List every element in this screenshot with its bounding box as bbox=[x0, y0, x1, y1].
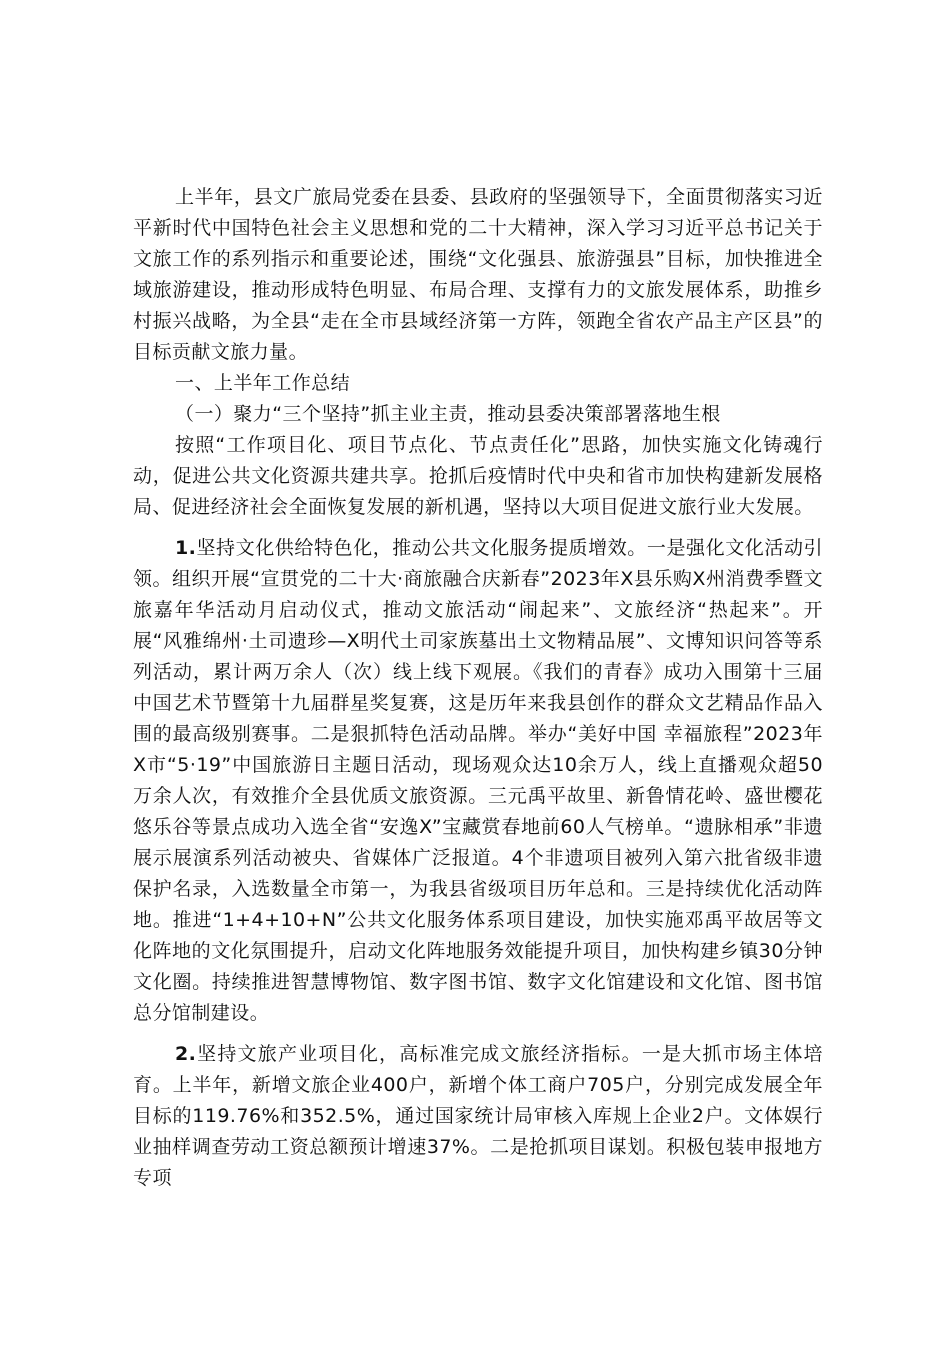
item-2-number: 2. bbox=[175, 1043, 197, 1065]
section-heading: 一、上半年工作总结 bbox=[175, 372, 351, 394]
item-2-text: 坚持文旅产业项目化，高标准完成文旅经济指标。一是大抓市场主体培育。上半年，新增文旅企业400户，新增个体工商户705户，分别完成发展全年目标的119.76%和352.5%，通过国家统计局审核入库规上企业2户。文体娱行业抽样调查劳动工资总额预计增速37%。二是抢抓项目谋划。积极包装申报地方专项 bbox=[133, 1043, 823, 1189]
subsection-heading: （一）聚力“三个坚持”抓主业主责，推动县委决策部署落地生根 bbox=[175, 403, 721, 425]
intro-paragraph: 上半年，县文广旅局党委在县委、县政府的坚强领导下，全面贯彻落实习近平新时代中国特色社会主义思想和党的二十大精神，深入学习习近平总书记关于文旅工作的系列指示和重要论述，围绕“文化强县、旅游强县”目标，加快推进全域旅游建设，推动形成特色明显、布局合理、支撑有力的文旅发展体系，助推乡村振兴战略，为全县“走在全市县域经济第一方阵，领跑全省农产品主产区县”的目标贡献文旅力量。 bbox=[133, 186, 823, 363]
item-2-paragraph bbox=[133, 1039, 823, 1194]
item-1-paragraph bbox=[133, 533, 823, 1029]
subsection-paragraph: 按照“工作项目化、项目节点化、节点责任化”思路，加快实施文化铸魂行动，促进公共文化资源共建共享。抢抓后疫情时代中央和省市加快构建新发展格局、促进经济社会全面恢复发展的新机遇，坚持以大项目促进文旅行业大发展。 bbox=[133, 434, 823, 518]
item-1-text: 坚持文化供给特色化，推动公共文化服务提质增效。一是强化文化活动引领。组织开展“宣贯党的二十大·商旅融合庆新春”2023年X县乐购X州消费季暨文旅嘉年华活动月启动仪式，推动文旅活动“闹起来”、文旅经济“热起来”。开展“风雅绵州·土司遗珍—X明代土司家族墓出土文物精品展”、文博知识问答等系列活动，累计两万余人（次）线上线下观展。《我们的青春》成功入围第十三届中国艺术节暨第十九届群星奖复赛，这是历年来我县创作的群众文艺精品作品入围的最高级别赛事。二是狠抓特色活动品牌。举办“美好中国 幸福旅程”2023年X市“5·19”中国旅游日主题日活动，现场观众达10余万人，线上直播观众超50万余人次，有效推介全县优质文旅资源。三元禹平故里、新鲁情花岭、盛世樱花悠乐谷等景点成功入选全省“安逸X”宝藏赏春地前60人气榜单。“遗脉相承”非遗展示展演系列活动被央、省媒体广泛报道。4个非遗项目被列入第六批省级非遗保护名录，入选数量全市第一，为我县省级项目历年总和。三是持续优化活动阵地。推进“1+4+10+N”公共文化服务体系项目建设，加快实施邓禹平故居等文化阵地的文化氛围提升，启动文化阵地服务效能提升项目，加快构建乡镇30分钟文化圈。持续推进智慧博物馆、数字图书馆、数字文化馆建设和文化馆、图书馆总分馆制建设。 bbox=[133, 537, 823, 1024]
document-body bbox=[133, 182, 823, 1194]
item-1-number: 1. bbox=[175, 537, 197, 559]
